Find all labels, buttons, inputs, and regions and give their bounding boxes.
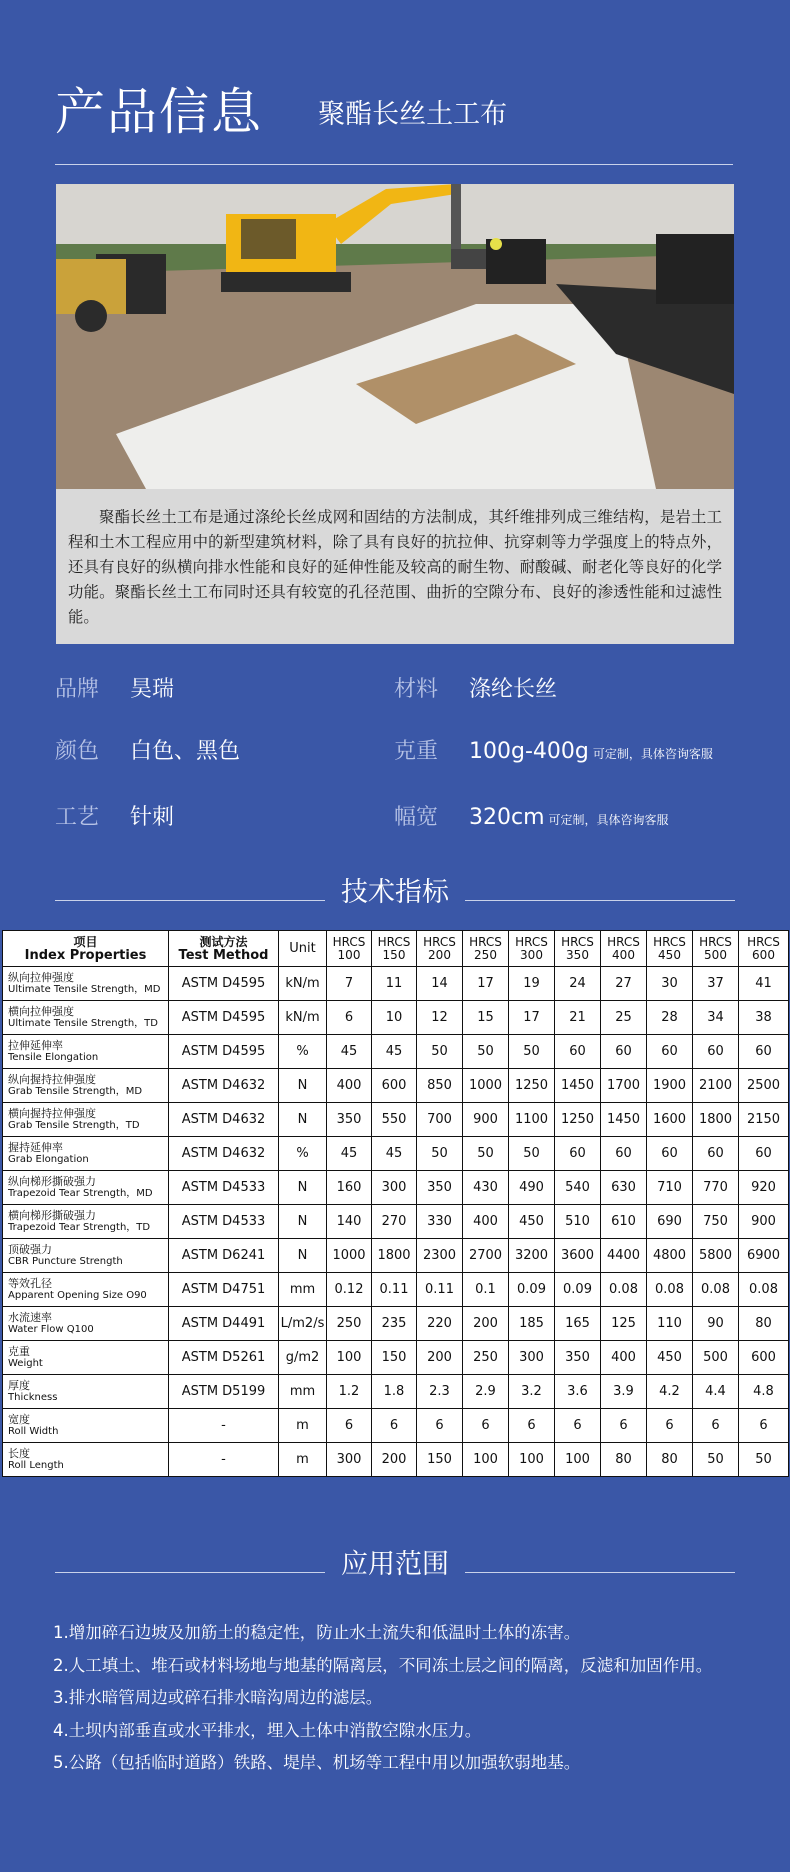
cell-value: 350 bbox=[555, 1341, 601, 1375]
cell-property bbox=[3, 1409, 169, 1443]
cell-value: 235 bbox=[372, 1307, 417, 1341]
cell-value: 2300 bbox=[417, 1239, 463, 1273]
cell-value: 100 bbox=[327, 1341, 372, 1375]
cell-value: 1900 bbox=[647, 1069, 693, 1103]
cell-value: 330 bbox=[417, 1205, 463, 1239]
cell-value: 1800 bbox=[372, 1239, 417, 1273]
cell-value: 60 bbox=[601, 1137, 647, 1171]
cell-value: 1450 bbox=[555, 1069, 601, 1103]
property-name-cn: 横向拉伸强度 bbox=[8, 1004, 74, 1018]
cell-value: 5800 bbox=[693, 1239, 739, 1273]
cell-value: 3.2 bbox=[509, 1375, 555, 1409]
spec-material-value: 涤纶长丝 bbox=[469, 677, 558, 702]
cell-test-method: - bbox=[169, 1443, 279, 1477]
cell-value: 270 bbox=[372, 1205, 417, 1239]
apps-title-line-right bbox=[465, 1572, 735, 1573]
cell-property bbox=[3, 1443, 169, 1477]
construction-site-illustration bbox=[56, 184, 734, 489]
cell-property bbox=[3, 1239, 169, 1273]
cell-value: 6 bbox=[601, 1409, 647, 1443]
cell-property bbox=[3, 1103, 169, 1137]
spec-weight-value: 100g-400g bbox=[469, 739, 589, 764]
cell-value: 400 bbox=[463, 1205, 509, 1239]
cell-value: 100 bbox=[463, 1443, 509, 1477]
header-model: HRCS 150 bbox=[372, 931, 417, 967]
cell-value: 400 bbox=[601, 1341, 647, 1375]
cell-value: 7 bbox=[327, 967, 372, 1001]
cell-value: 4800 bbox=[647, 1239, 693, 1273]
cell-unit: N bbox=[279, 1103, 327, 1137]
cell-value: 770 bbox=[693, 1171, 739, 1205]
property-name-en: Weight bbox=[8, 1357, 43, 1369]
cell-test-method: ASTM D4595 bbox=[169, 967, 279, 1001]
cell-value: 4.4 bbox=[693, 1375, 739, 1409]
cell-value: 45 bbox=[372, 1137, 417, 1171]
header-model: HRCS 300 bbox=[509, 931, 555, 967]
cell-value: 900 bbox=[463, 1103, 509, 1137]
table-row bbox=[3, 1171, 789, 1205]
cell-value: 1250 bbox=[555, 1103, 601, 1137]
cell-value: 6 bbox=[647, 1409, 693, 1443]
header-test-method: 测试方法 Test Method bbox=[169, 931, 279, 967]
table-row bbox=[3, 1035, 789, 1069]
cell-value: 41 bbox=[739, 967, 789, 1001]
spec-process-label: 工艺 bbox=[55, 805, 100, 830]
header-model: HRCS 400 bbox=[601, 931, 647, 967]
cell-value: 60 bbox=[739, 1137, 789, 1171]
table-row bbox=[3, 1205, 789, 1239]
spec-width-value: 320cm bbox=[469, 805, 545, 830]
spec-color bbox=[55, 734, 240, 765]
cell-value: 1250 bbox=[509, 1069, 555, 1103]
list-item: 5.公路（包括临时道路）铁路、堤岸、机场等工程中用以加强软弱地基。 bbox=[53, 1753, 581, 1772]
cell-value: 2.9 bbox=[463, 1375, 509, 1409]
cell-property bbox=[3, 967, 169, 1001]
header-divider bbox=[55, 164, 733, 165]
cell-value: 4.2 bbox=[647, 1375, 693, 1409]
cell-value: 17 bbox=[463, 967, 509, 1001]
spec-brand bbox=[55, 672, 174, 703]
cell-value: 100 bbox=[555, 1443, 601, 1477]
cell-value: 10 bbox=[372, 1001, 417, 1035]
header-model: HRCS 350 bbox=[555, 931, 601, 967]
cell-value: 6 bbox=[509, 1409, 555, 1443]
cell-value: 1.8 bbox=[372, 1375, 417, 1409]
spec-width-label: 幅宽 bbox=[394, 805, 439, 830]
cell-value: 14 bbox=[417, 967, 463, 1001]
cell-value: 430 bbox=[463, 1171, 509, 1205]
cell-value: 600 bbox=[739, 1341, 789, 1375]
cell-test-method: ASTM D4632 bbox=[169, 1069, 279, 1103]
cell-property bbox=[3, 1273, 169, 1307]
cell-value: 150 bbox=[372, 1341, 417, 1375]
cell-value: 0.11 bbox=[417, 1273, 463, 1307]
table-row bbox=[3, 1341, 789, 1375]
cell-value: 90 bbox=[693, 1307, 739, 1341]
cell-test-method: ASTM D4751 bbox=[169, 1273, 279, 1307]
cell-property bbox=[3, 1341, 169, 1375]
product-photo bbox=[56, 184, 734, 489]
cell-value: 0.11 bbox=[372, 1273, 417, 1307]
cell-value: 300 bbox=[509, 1341, 555, 1375]
property-name-en: Grab Elongation bbox=[8, 1153, 89, 1165]
apps-section-title: 应用范围 bbox=[341, 1549, 449, 1580]
property-name-en: Grab Tensile Strength，MD bbox=[8, 1085, 143, 1097]
spec-brand-value: 昊瑞 bbox=[130, 677, 175, 702]
property-name-cn: 等效孔径 bbox=[8, 1276, 52, 1290]
cell-value: 3200 bbox=[509, 1239, 555, 1273]
product-description: 聚酯长丝土工布是通过涤纶长丝成网和固结的方法制成，其纤维排列成三维结构，是岩土工程和土木工程应用中的新型建筑材料，除了具有良好的抗拉伸、抗穿刺等力学强度上的特点外，还具有良好的纵横向排水性能和良好的延伸性能及较高的耐生物、耐酸碱、耐老化等良好的化学功能。聚酯长丝土工布同时还具有较宽的孔径范围、曲折的空隙分布、良好的渗透性能和过滤性能。 bbox=[56, 489, 734, 644]
cell-value: 15 bbox=[463, 1001, 509, 1035]
applications-list bbox=[53, 1617, 783, 1780]
property-name-cn: 拉伸延伸率 bbox=[8, 1038, 63, 1052]
cell-property bbox=[3, 1137, 169, 1171]
tech-title-line-right bbox=[465, 900, 735, 901]
cell-value: 200 bbox=[372, 1443, 417, 1477]
cell-unit: N bbox=[279, 1205, 327, 1239]
property-name-cn: 长度 bbox=[8, 1446, 30, 1460]
cell-value: 50 bbox=[693, 1443, 739, 1477]
spec-width bbox=[394, 800, 669, 831]
cell-value: 6 bbox=[739, 1409, 789, 1443]
page-title: 产品信息 bbox=[55, 83, 263, 141]
property-name-en: Roll Width bbox=[8, 1425, 59, 1437]
cell-unit: m bbox=[279, 1443, 327, 1477]
cell-value: 200 bbox=[417, 1341, 463, 1375]
cell-value: 1600 bbox=[647, 1103, 693, 1137]
cell-value: 6 bbox=[327, 1409, 372, 1443]
property-name-en: Ultimate Tensile Strength，MD bbox=[8, 983, 161, 995]
cell-value: 0.08 bbox=[693, 1273, 739, 1307]
cell-test-method: ASTM D4595 bbox=[169, 1001, 279, 1035]
cell-value: 0.09 bbox=[555, 1273, 601, 1307]
cell-test-method: ASTM D5199 bbox=[169, 1375, 279, 1409]
cell-test-method: ASTM D6241 bbox=[169, 1239, 279, 1273]
cell-value: 100 bbox=[509, 1443, 555, 1477]
cell-value: 12 bbox=[417, 1001, 463, 1035]
cell-property bbox=[3, 1001, 169, 1035]
property-name-cn: 横向梯形撕破强力 bbox=[8, 1208, 96, 1222]
cell-value: 80 bbox=[739, 1307, 789, 1341]
cell-value: 920 bbox=[739, 1171, 789, 1205]
cell-unit: g/m2 bbox=[279, 1341, 327, 1375]
spec-color-value: 白色、黑色 bbox=[130, 739, 241, 764]
cell-value: 6 bbox=[327, 1001, 372, 1035]
cell-value: 700 bbox=[417, 1103, 463, 1137]
cell-value: 6 bbox=[372, 1409, 417, 1443]
spec-color-label: 颜色 bbox=[55, 739, 100, 764]
cell-value: 710 bbox=[647, 1171, 693, 1205]
property-name-cn: 纵向拉伸强度 bbox=[8, 970, 74, 984]
cell-property bbox=[3, 1069, 169, 1103]
cell-test-method: ASTM D5261 bbox=[169, 1341, 279, 1375]
header-model: HRCS 250 bbox=[463, 931, 509, 967]
cell-value: 510 bbox=[555, 1205, 601, 1239]
header-model: HRCS 100 bbox=[327, 931, 372, 967]
table-row bbox=[3, 967, 789, 1001]
cell-value: 220 bbox=[417, 1307, 463, 1341]
product-name: 聚酯长丝土工布 bbox=[318, 99, 508, 130]
cell-value: 300 bbox=[372, 1171, 417, 1205]
cell-value: 6 bbox=[463, 1409, 509, 1443]
cell-value: 28 bbox=[647, 1001, 693, 1035]
cell-property bbox=[3, 1035, 169, 1069]
cell-test-method: ASTM D4632 bbox=[169, 1137, 279, 1171]
cell-value: 6 bbox=[555, 1409, 601, 1443]
cell-value: 550 bbox=[372, 1103, 417, 1137]
cell-test-method: ASTM D4491 bbox=[169, 1307, 279, 1341]
header-model: HRCS 500 bbox=[693, 931, 739, 967]
cell-value: 185 bbox=[509, 1307, 555, 1341]
cell-value: 900 bbox=[739, 1205, 789, 1239]
cell-value: 125 bbox=[601, 1307, 647, 1341]
cell-property bbox=[3, 1205, 169, 1239]
cell-value: 4.8 bbox=[739, 1375, 789, 1409]
cell-unit: kN/m bbox=[279, 967, 327, 1001]
cell-value: 6 bbox=[693, 1409, 739, 1443]
property-name-cn: 克重 bbox=[8, 1344, 30, 1358]
cell-value: 2500 bbox=[739, 1069, 789, 1103]
cell-value: 150 bbox=[417, 1443, 463, 1477]
property-name-en: Roll Length bbox=[8, 1459, 64, 1471]
header-model: HRCS 600 bbox=[739, 931, 789, 967]
cell-value: 200 bbox=[463, 1307, 509, 1341]
cell-value: 110 bbox=[647, 1307, 693, 1341]
cell-value: 50 bbox=[417, 1137, 463, 1171]
property-name-en: CBR Puncture Strength bbox=[8, 1255, 123, 1267]
property-name-cn: 纵向梯形撕破强力 bbox=[8, 1174, 96, 1188]
cell-value: 450 bbox=[647, 1341, 693, 1375]
cell-value: 17 bbox=[509, 1001, 555, 1035]
spec-material bbox=[394, 672, 557, 703]
cell-value: 630 bbox=[601, 1171, 647, 1205]
cell-value: 690 bbox=[647, 1205, 693, 1239]
cell-value: 60 bbox=[693, 1035, 739, 1069]
cell-value: 490 bbox=[509, 1171, 555, 1205]
cell-test-method: - bbox=[169, 1409, 279, 1443]
cell-unit: N bbox=[279, 1239, 327, 1273]
cell-test-method: ASTM D4632 bbox=[169, 1103, 279, 1137]
cell-value: 1700 bbox=[601, 1069, 647, 1103]
cell-value: 450 bbox=[509, 1205, 555, 1239]
table-row bbox=[3, 1103, 789, 1137]
cell-value: 4400 bbox=[601, 1239, 647, 1273]
cell-value: 750 bbox=[693, 1205, 739, 1239]
spec-weight bbox=[394, 734, 713, 765]
cell-value: 140 bbox=[327, 1205, 372, 1239]
cell-value: 60 bbox=[647, 1035, 693, 1069]
header-model: HRCS 450 bbox=[647, 931, 693, 967]
spec-weight-label: 克重 bbox=[394, 739, 439, 764]
cell-value: 6900 bbox=[739, 1239, 789, 1273]
cell-unit: N bbox=[279, 1069, 327, 1103]
cell-value: 0.1 bbox=[463, 1273, 509, 1307]
property-name-en: Apparent Opening Size O90 bbox=[8, 1289, 147, 1301]
cell-value: 0.08 bbox=[601, 1273, 647, 1307]
cell-value: 25 bbox=[601, 1001, 647, 1035]
spec-material-label: 材料 bbox=[394, 677, 439, 702]
property-name-cn: 水流速率 bbox=[8, 1310, 52, 1324]
property-name-cn: 横向握持拉伸强度 bbox=[8, 1106, 96, 1120]
cell-value: 2700 bbox=[463, 1239, 509, 1273]
cell-value: 160 bbox=[327, 1171, 372, 1205]
cell-value: 350 bbox=[327, 1103, 372, 1137]
property-name-cn: 顶破强力 bbox=[8, 1242, 52, 1256]
cell-value: 3600 bbox=[555, 1239, 601, 1273]
tech-section-title: 技术指标 bbox=[341, 877, 449, 908]
cell-value: 50 bbox=[509, 1137, 555, 1171]
cell-value: 45 bbox=[327, 1137, 372, 1171]
cell-value: 540 bbox=[555, 1171, 601, 1205]
cell-value: 3.6 bbox=[555, 1375, 601, 1409]
property-name-en: Trapezoid Tear Strength，TD bbox=[8, 1221, 151, 1233]
header-model: HRCS 200 bbox=[417, 931, 463, 967]
cell-value: 50 bbox=[739, 1443, 789, 1477]
spec-brand-label: 品牌 bbox=[55, 677, 100, 702]
cell-value: 80 bbox=[647, 1443, 693, 1477]
cell-test-method: ASTM D4595 bbox=[169, 1035, 279, 1069]
cell-value: 1.2 bbox=[327, 1375, 372, 1409]
cell-value: 850 bbox=[417, 1069, 463, 1103]
table-row bbox=[3, 1239, 789, 1273]
cell-value: 600 bbox=[372, 1069, 417, 1103]
cell-value: 250 bbox=[327, 1307, 372, 1341]
cell-value: 2.3 bbox=[417, 1375, 463, 1409]
cell-value: 3.9 bbox=[601, 1375, 647, 1409]
list-item: 3.排水暗管周边或碎石排水暗沟周边的滤层。 bbox=[53, 1688, 383, 1707]
cell-value: 500 bbox=[693, 1341, 739, 1375]
cell-unit: kN/m bbox=[279, 1001, 327, 1035]
cell-unit: mm bbox=[279, 1375, 327, 1409]
property-name-en: Water Flow Q100 bbox=[8, 1323, 94, 1335]
cell-unit: mm bbox=[279, 1273, 327, 1307]
cell-value: 250 bbox=[463, 1341, 509, 1375]
cell-value: 38 bbox=[739, 1001, 789, 1035]
cell-value: 165 bbox=[555, 1307, 601, 1341]
cell-value: 50 bbox=[417, 1035, 463, 1069]
cell-value: 610 bbox=[601, 1205, 647, 1239]
cell-value: 50 bbox=[463, 1137, 509, 1171]
cell-value: 24 bbox=[555, 967, 601, 1001]
cell-test-method: ASTM D4533 bbox=[169, 1171, 279, 1205]
cell-value: 19 bbox=[509, 967, 555, 1001]
cell-value: 37 bbox=[693, 967, 739, 1001]
cell-value: 350 bbox=[417, 1171, 463, 1205]
table-row bbox=[3, 1069, 789, 1103]
table-row bbox=[3, 1307, 789, 1341]
table-header-row bbox=[3, 931, 789, 967]
spec-width-note: 可定制，具体咨询客服 bbox=[548, 813, 669, 827]
cell-value: 400 bbox=[327, 1069, 372, 1103]
table-row bbox=[3, 1443, 789, 1477]
cell-value: 60 bbox=[555, 1035, 601, 1069]
spec-weight-note: 可定制，具体咨询客服 bbox=[592, 747, 713, 761]
cell-value: 50 bbox=[463, 1035, 509, 1069]
table-row bbox=[3, 1137, 789, 1171]
table-row bbox=[3, 1409, 789, 1443]
cell-value: 21 bbox=[555, 1001, 601, 1035]
cell-unit: m bbox=[279, 1409, 327, 1443]
property-name-en: Trapezoid Tear Strength，MD bbox=[8, 1187, 153, 1199]
cell-value: 60 bbox=[601, 1035, 647, 1069]
cell-value: 1450 bbox=[601, 1103, 647, 1137]
cell-value: 60 bbox=[647, 1137, 693, 1171]
page-header bbox=[55, 72, 735, 144]
cell-value: 50 bbox=[509, 1035, 555, 1069]
property-name-cn: 握持延伸率 bbox=[8, 1140, 63, 1154]
spec-process bbox=[55, 800, 174, 831]
cell-value: 1000 bbox=[327, 1239, 372, 1273]
cell-test-method: ASTM D4533 bbox=[169, 1205, 279, 1239]
table-body bbox=[3, 967, 789, 1477]
cell-value: 45 bbox=[327, 1035, 372, 1069]
cell-unit: N bbox=[279, 1171, 327, 1205]
table-row bbox=[3, 1375, 789, 1409]
header-properties: 项目 Index Properties bbox=[3, 931, 169, 967]
property-name-cn: 厚度 bbox=[8, 1378, 30, 1392]
cell-value: 1000 bbox=[463, 1069, 509, 1103]
tech-spec-table bbox=[2, 930, 789, 1477]
cell-property bbox=[3, 1375, 169, 1409]
property-name-cn: 宽度 bbox=[8, 1412, 30, 1426]
cell-property bbox=[3, 1307, 169, 1341]
cell-property bbox=[3, 1171, 169, 1205]
cell-value: 80 bbox=[601, 1443, 647, 1477]
table-row bbox=[3, 1273, 789, 1307]
cell-value: 60 bbox=[693, 1137, 739, 1171]
cell-value: 1100 bbox=[509, 1103, 555, 1137]
property-name-en: Tensile Elongation bbox=[8, 1051, 99, 1063]
cell-value: 0.09 bbox=[509, 1273, 555, 1307]
cell-value: 300 bbox=[327, 1443, 372, 1477]
list-item: 1.增加碎石边坡及加筋土的稳定性，防止水土流失和低温时土体的冻害。 bbox=[53, 1623, 581, 1642]
cell-value: 34 bbox=[693, 1001, 739, 1035]
cell-value: 0.08 bbox=[647, 1273, 693, 1307]
property-name-en: Grab Tensile Strength，TD bbox=[8, 1119, 140, 1131]
cell-value: 45 bbox=[372, 1035, 417, 1069]
property-name-cn: 纵向握持拉伸强度 bbox=[8, 1072, 96, 1086]
cell-unit: % bbox=[279, 1137, 327, 1171]
cell-unit: % bbox=[279, 1035, 327, 1069]
header-unit: Unit bbox=[279, 931, 327, 967]
cell-value: 0.12 bbox=[327, 1273, 372, 1307]
cell-value: 27 bbox=[601, 967, 647, 1001]
cell-value: 2100 bbox=[693, 1069, 739, 1103]
cell-value: 6 bbox=[417, 1409, 463, 1443]
cell-value: 1800 bbox=[693, 1103, 739, 1137]
cell-value: 0.08 bbox=[739, 1273, 789, 1307]
list-item: 4.土坝内部垂直或水平排水，埋入土体中消散空隙水压力。 bbox=[53, 1720, 482, 1740]
cell-value: 60 bbox=[739, 1035, 789, 1069]
cell-value: 11 bbox=[372, 967, 417, 1001]
cell-value: 60 bbox=[555, 1137, 601, 1171]
list-item: 2.人工填土、堆石或材料场地与地基的隔离层，不同冻土层之间的隔离，反滤和加固作用。 bbox=[53, 1655, 713, 1675]
cell-unit: L/m2/s bbox=[279, 1307, 327, 1341]
spec-process-value: 针刺 bbox=[130, 805, 175, 830]
property-name-en: Thickness bbox=[8, 1391, 58, 1403]
property-name-en: Ultimate Tensile Strength，TD bbox=[8, 1017, 158, 1029]
table-row bbox=[3, 1001, 789, 1035]
cell-value: 30 bbox=[647, 967, 693, 1001]
cell-value: 2150 bbox=[739, 1103, 789, 1137]
